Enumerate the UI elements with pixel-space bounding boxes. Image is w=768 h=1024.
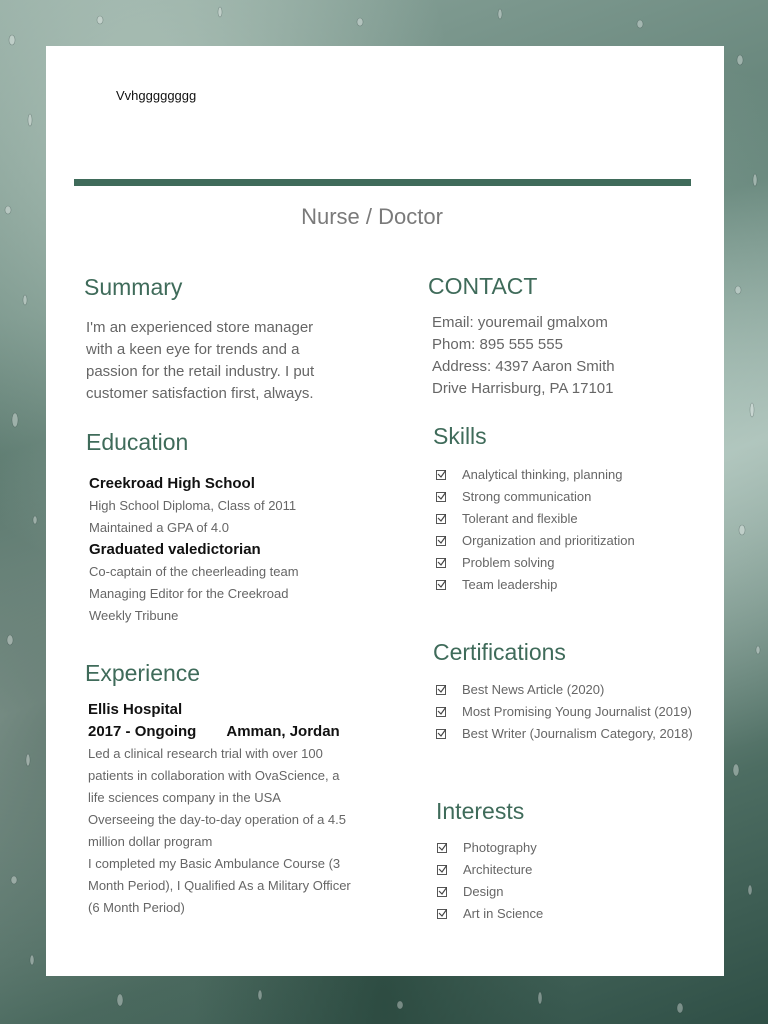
certification-item: Most Promising Young Journalist (2019) [434, 701, 700, 723]
experience-employer: Ellis Hospital [88, 701, 183, 718]
skill-item: Team leadership [434, 574, 704, 596]
skills-list [434, 464, 704, 596]
header-divider [74, 179, 691, 186]
interests-heading: Interests [436, 798, 525, 824]
summary-heading: Summary [84, 274, 183, 300]
experience-line: million dollar program [88, 834, 213, 849]
education-block [89, 473, 369, 627]
education-honor: Graduated valedictorian [89, 541, 261, 558]
education-line: Managing Editor for the Creekroad [89, 586, 289, 601]
resume-page [46, 46, 724, 976]
interest-item: Art in Science [435, 903, 695, 925]
contact-address: Drive Harrisburg, PA 17101 [432, 380, 614, 397]
experience-line: (6 Month Period) [88, 900, 185, 915]
education-school: Creekroad High School [89, 475, 255, 492]
experience-line: patients in collaboration with OvaScience, a [88, 768, 340, 783]
certifications-list [434, 679, 700, 745]
experience-line: Led a clinical research trial with over 100 [88, 746, 323, 761]
certifications-clip [434, 679, 700, 769]
experience-line: Month Period), I Qualified As a Military Officer [88, 878, 351, 893]
summary-text: I'm an experienced store manager with a keen eye for trends and a passion for the retail industry. I put customer satisfaction first, always. [86, 319, 315, 402]
skill-item: Tolerant and flexible [434, 508, 704, 530]
checkbox-icon [436, 558, 446, 568]
contact-heading: CONTACT [428, 273, 538, 299]
experience-line: life sciences company in the USA [88, 790, 281, 805]
contact-phone: Phom: 895 555 555 [432, 336, 563, 353]
checkbox-icon [436, 514, 446, 524]
contact-email: Email: youremail gmalxom [432, 314, 608, 331]
education-line: Maintained a GPA of 4.0 [89, 520, 229, 535]
experience-dates-location [88, 721, 378, 743]
contact-address: Address: 4397 Aaron Smith [432, 358, 615, 375]
education-line: Co-captain of the cheerleading team [89, 564, 299, 579]
checkbox-icon [436, 536, 446, 546]
experience-block [88, 699, 378, 919]
checkbox-icon [436, 729, 446, 739]
interest-item: Photography [435, 837, 695, 859]
experience-heading: Experience [85, 660, 201, 686]
checkbox-icon [437, 843, 447, 853]
education-line: High School Diploma, Class of 2011 [89, 498, 297, 513]
checkbox-icon [436, 470, 446, 480]
experience-line: Overseeing the day-to-day operation of a 4.5 [88, 812, 346, 827]
skill-item: Organization and prioritization [434, 530, 704, 552]
education-line: Weekly Tribune [89, 608, 179, 623]
checkbox-icon [436, 580, 446, 590]
certification-item: Best Writer (Journalism Category, 2018) [434, 723, 700, 745]
skill-item: Strong communication [434, 486, 704, 508]
job-title: Nurse / Doctor [301, 204, 443, 229]
applicant-name: Vvhgggggggg [116, 88, 197, 103]
checkbox-icon [437, 865, 447, 875]
skills-heading: Skills [433, 423, 487, 449]
education-heading: Education [86, 429, 189, 455]
experience-dates: 2017 - Ongoing [88, 723, 197, 740]
checkbox-icon [437, 909, 447, 919]
checkbox-icon [436, 685, 446, 695]
certification-item: Best News Article (2020) [434, 679, 700, 701]
certifications-heading: Certifications [433, 639, 566, 665]
checkbox-icon [436, 492, 446, 502]
skill-item: Problem solving [434, 552, 704, 574]
checkbox-icon [437, 887, 447, 897]
experience-line: I completed my Basic Ambulance Course (3 [88, 856, 341, 871]
interests-list [435, 837, 695, 925]
experience-location: Amman, Jordan [226, 723, 340, 740]
contact-block [432, 312, 692, 400]
interest-item: Design [435, 881, 695, 903]
checkbox-icon [436, 707, 446, 717]
skill-item: Analytical thinking, planning [434, 464, 704, 486]
interest-item: Architecture [435, 859, 695, 881]
